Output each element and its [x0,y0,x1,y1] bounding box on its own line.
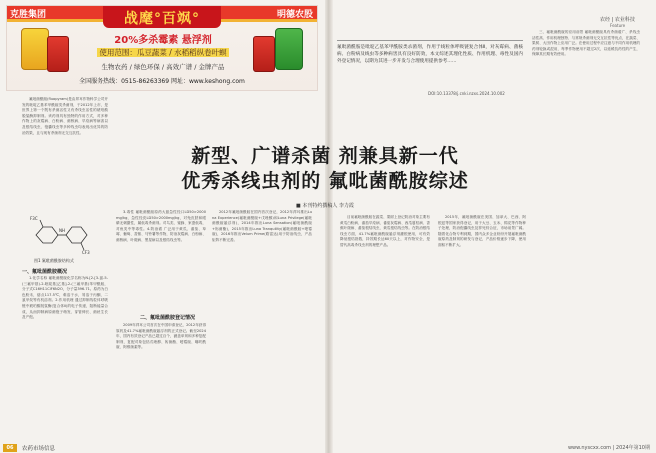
title-line-1: 新型、广谱杀菌 剂兼具新一代 [191,145,459,167]
body-column-1b: 1.化学名称 氟吡菌酰胺化学名称为N-[2-[3-氯-5-(三氟甲基)-2-吡啶基]乙基]-2-(三氟甲基)苯甲酰胺，分子式C16H11ClF6N2O，分子量396.71。原药为白色粉末，熔点117.5℃，难溶于水，易溶于丙酮、二氯甲烷等有机溶剂。2.作用机理 通过抑制线粒体呼吸链中琥珀酸脱氢酶(复合体Ⅱ)的电子传递，阻断能量合成，从而抑制病原菌孢子萌发、芽管伸长、菌丝生长及产孢。 [22,276,108,320]
section-tag: 农经 | 农业科技 [600,17,635,23]
svg-text:F3C: F3C [30,216,38,221]
article-abstract: 氟吡菌酰胺是吡啶乙基苯甲酰胺类杀菌剂，作用于线粒体呼吸链复合体Ⅱ，对灰霉病、菌核病、白粉病及线虫等多种病害具有良好防效，本文综述其理化性质、作用机理、毒性及国内外登记情况，以期为其进一步开发与合理使用提供参考…… [337,45,523,64]
ad-slogan: 20%多杀霉素 悬浮剂 [114,35,212,46]
ad-crops: 生物农药 / 绿色环保 / 高效广谱 / 金牌产品 [101,63,225,71]
body-column-2: 3.毒性 氟吡菌酰胺原药大鼠急性经口LD50>2000mg/kg，急性经皮LD50>2000mg/kg，对兔皮肤和眼睛无刺激性，属低毒杀菌剂。对鸟类、蜜蜂、家蚕低毒，对鱼类中等毒性。4.防治谱 广泛用于黄瓜、番茄、草莓、葡萄、香蕉、马铃薯等作物，防治灰霉病、白粉病、菌核病、叶斑病、黑星病以及根结线虫等。 [116,210,206,242]
svg-text:NH: NH [59,228,65,233]
article-title [160,144,490,194]
ad-title: 战麾°百飒° [124,11,200,27]
body-column-5: 2015年，氟吡菌酰胺在美国、加拿大、巴西、阿根廷等国家获得登记，用于大豆、玉米、棉花等作物种子处理，防治孢囊线虫及猝死综合征，市场前景广阔。随着化合物专利到期，国内众多企业纷纷开展氟吡菌酰胺原药及制剂的研发与登记，产品价格逐步下降，使用面积不断扩大。 [438,215,526,247]
magazine-name: 农药市场信息 [22,446,56,452]
body-column-4: 目前氟吡菌酰胺在蔬菜、果树上登记防治对象主要有黄瓜白粉病、番茄早疫病、番茄灰霉病、西瓜蔓枯病、香蕉叶斑病、番茄根结线虫、黄瓜根结线虫等。在防治根结线虫方面，41.7%氟吡菌酰胺悬浮剂灌根使用，可有效降低根结指数，持效期长达60天以上，对作物安全，是替代高毒杀线虫剂的理想产品。 [340,215,430,247]
left-footer [0,443,322,453]
product-bottle-icon [21,28,49,70]
page-number: 06 [3,444,17,452]
section-tag-en: Feature [610,23,626,28]
page-gutter [325,0,333,453]
body-column-1: 氟吡菌酰胺(fluopyram)是由拜耳作物科学公司开发的吡啶乙基苯甲酰胺类杀菌剂，于2012年上市，是世界上第一个既有杀菌活性又有杀线虫活性的琥珀酸脱氢酶抑制剂。该药剂具有独特的作用方式，对多种作物上的灰霉病、白粉病、菌核病、早疫病等病害以及根结线虫、孢囊线虫等多种线虫均表现出优异的防治效果，且与现有杀菌剂无交互抗性。 [22,97,108,135]
ad-brand-left: 克胜集团 [10,10,47,20]
section-heading: 二、氟吡菌酰胺登记情况 [140,315,196,321]
body-column-6: 三、氟吡菌酰胺的应用前景 氟吡菌酰胺具有杀菌谱广、杀线虫活性高、作用机理独特、与常规杀菌剂无交互抗性等优点，在蔬菜、果树、大田作物上应用广泛。在使用过程中应注意与不同作用机理的药剂轮换或混用，每季作物使用不超过2次，以延缓抗药性的产生，保障其长期有效使用。 [532,30,640,57]
article-doi: DOI:10.13378/j.cnki.nzxs.2024.10.002 [428,91,505,96]
right-footer [520,443,650,453]
abstract-rule [337,40,523,41]
product-bottle-icon [47,36,69,72]
title-line-2: 优秀杀线虫剂的 氟吡菌酰胺综述 [181,170,469,192]
figure-caption: 图1 氟吡菌酰胺结构式 [34,258,74,263]
advertisement-banner[interactable] [6,5,318,91]
section-heading: 一、氟吡菌酰胺概况 [22,269,68,275]
body-column-2b: 2009年拜耳公司首次在中国申请登记，2012年获得原药及41.7%氟吡菌酰胺悬浮剂的正式登记。截至2024年，国内有效登记产品已超过百个，涵盖单剂和多种复配制剂，复配对象包括戊唑醇、肟菌酯、嘧霉胺、噻呋酰胺、阿维菌素等。 [116,323,206,350]
svg-text:CF3: CF3 [82,250,90,255]
body-column-3: 2012年氟吡菌酰胺在国内首次登记，2012年拜耳推出Luna Experience(氟吡菌酰胺+戊唑醇)和Luna Privilege(氟吡菌酰胺悬浮剂)，2014年推出Luna Sensation(氟吡菌酰胺+肟菌酯)，2015年推出Luna Tranquility(氟吡菌酰胺+嘧霉胺)，2016年推出Velum Prime(路富达)用于防治线虫，产品矩阵不断完善。 [212,210,312,242]
ad-usage: 使用范围：瓜豆蔬菜 / 水稻稻纵卷叶螟 [99,48,227,57]
ad-brand-right: 明德农股 [276,10,313,20]
ad-contact: 全国服务热线：0515-86263369 网址：www.keshong.com [79,78,245,85]
chemical-structure-figure [28,215,94,255]
product-bottle-icon [275,28,303,70]
footer-issue: www.nyscxx.com | 2024年第10期 [567,445,650,451]
article-author: ■ 本刊特约撰稿人 李力霞 [296,203,354,209]
